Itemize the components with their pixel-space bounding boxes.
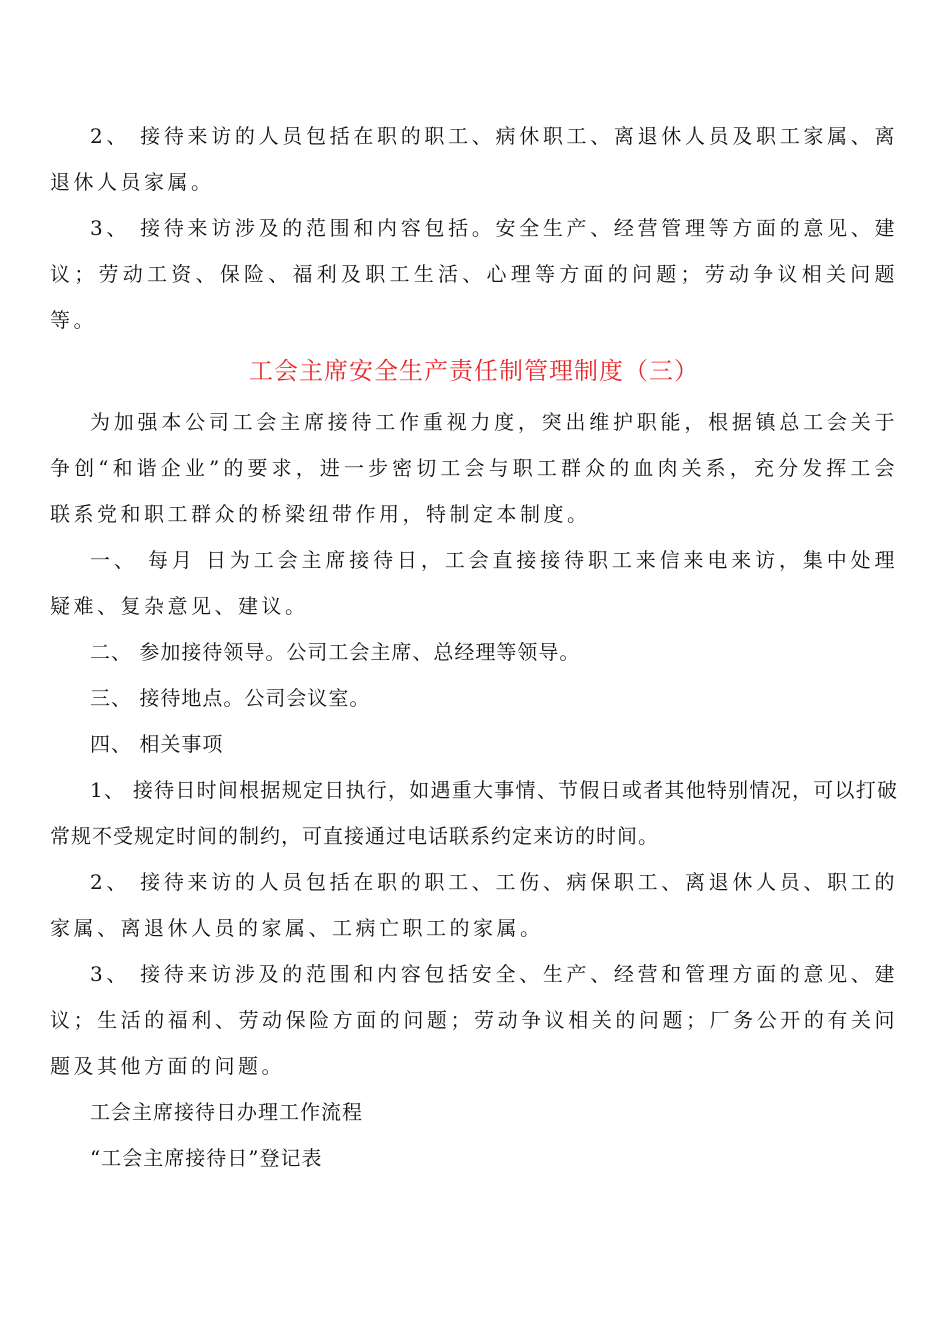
paragraph-visit-content-scope: 3、 接待来访涉及的范围和内容包括。安全生产、经营管理等方面的意见、建议；劳动工资、保险、福利及职工生活、心理等方面的问题；劳动争议相关问题等。	[50, 216, 898, 332]
paragraph-subitem-1: 1、 接待日时间根据规定日执行，如遇重大事情、节假日或者其他特别情况，可以打破常规不受规定时间的制约，可直接通过电话联系约定来访的时间。	[50, 778, 898, 848]
attachment-register-form: “工会主席接待日”登记表	[90, 1146, 323, 1170]
paragraph-item-4: 四、 相关事项	[90, 732, 224, 756]
document-content	[50, 113, 898, 1181]
attachment-workflow: 工会主席接待日办理工作流程	[90, 1100, 363, 1124]
section-title: 工会主席安全生产责任制管理制度（三）	[249, 357, 699, 385]
paragraph-intro: 为加强本公司工会主席接待工作重视力度，突出维护职能，根据镇总工会关于争创“和谐企业”的要求，进一步密切工会与职工群众的血肉关系，充分发挥工会联系党和职工群众的桥梁纽带作用，特制定本制度。	[50, 410, 898, 526]
paragraph-subitem-2: 2、 接待来访的人员包括在职的职工、工伤、病保职工、离退休人员、职工的家属、离退休人员的家属、工病亡职工的家属。	[50, 870, 898, 940]
paragraph-item-3: 三、 接待地点。公司会议室。	[90, 686, 371, 710]
paragraph-visitor-scope: 2、 接待来访的人员包括在职的职工、病休职工、离退休人员及职工家属、离退休人员家属。	[50, 124, 898, 194]
paragraph-item-2: 二、 参加接待领导。公司工会主席、总经理等领导。	[90, 640, 581, 664]
paragraph-item-1: 一、 每月 日为工会主席接待日，工会直接接待职工来信来电来访，集中处理疑难、复杂意见、建议。	[50, 548, 898, 618]
paragraph-subitem-3: 3、 接待来访涉及的范围和内容包括安全、生产、经营和管理方面的意见、建议；生活的福利、劳动保险方面的问题；劳动争议相关的问题；厂务公开的有关问题及其他方面的问题。	[50, 962, 898, 1078]
